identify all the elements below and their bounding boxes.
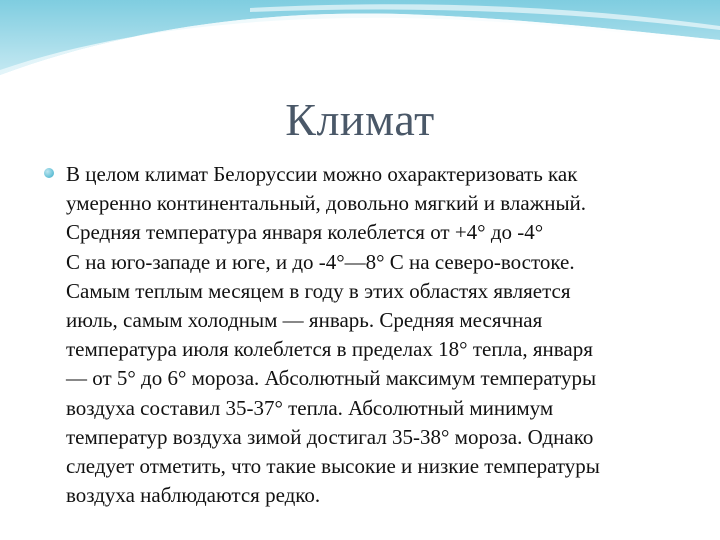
- bullet-line: температур воздуха зимой достигал 35-38° мороза. Однако: [66, 424, 594, 449]
- bullet-line: воздуха наблюдаются редко.: [66, 483, 321, 508]
- bullet-line: следует отметить, что такие высокие и низкие температуры: [66, 454, 600, 479]
- bullet-text: [66, 160, 686, 510]
- bullet-dot-icon: [44, 168, 54, 178]
- bullet-line: умеренно континентальный, довольно мягкий и влажный.: [66, 191, 587, 216]
- bullet-line: температура июля колеблется в пределах 18° тепла, января: [66, 337, 593, 362]
- bullet-line: С на юго-западе и юге, и до -4°—8° С на северо-востоке.: [66, 249, 575, 274]
- bullet-line: Самым теплым месяцем в году в этих областях является: [66, 278, 571, 303]
- bullet-line: июль, самым холодным — январь. Средняя месячная: [66, 308, 543, 333]
- bullet-line: — от 5° до 6° мороза. Абсолютный максимум температуры: [66, 366, 597, 391]
- bullet-line: В целом климат Белоруссии можно охарактеризовать как: [66, 162, 578, 186]
- slide-title: Климат: [285, 94, 435, 145]
- bullet-line: Средняя температура января колеблется от +4° до -4°: [66, 220, 544, 245]
- bullet-line: воздуха составил 35-37° тепла. Абсолютный минимум: [66, 395, 554, 420]
